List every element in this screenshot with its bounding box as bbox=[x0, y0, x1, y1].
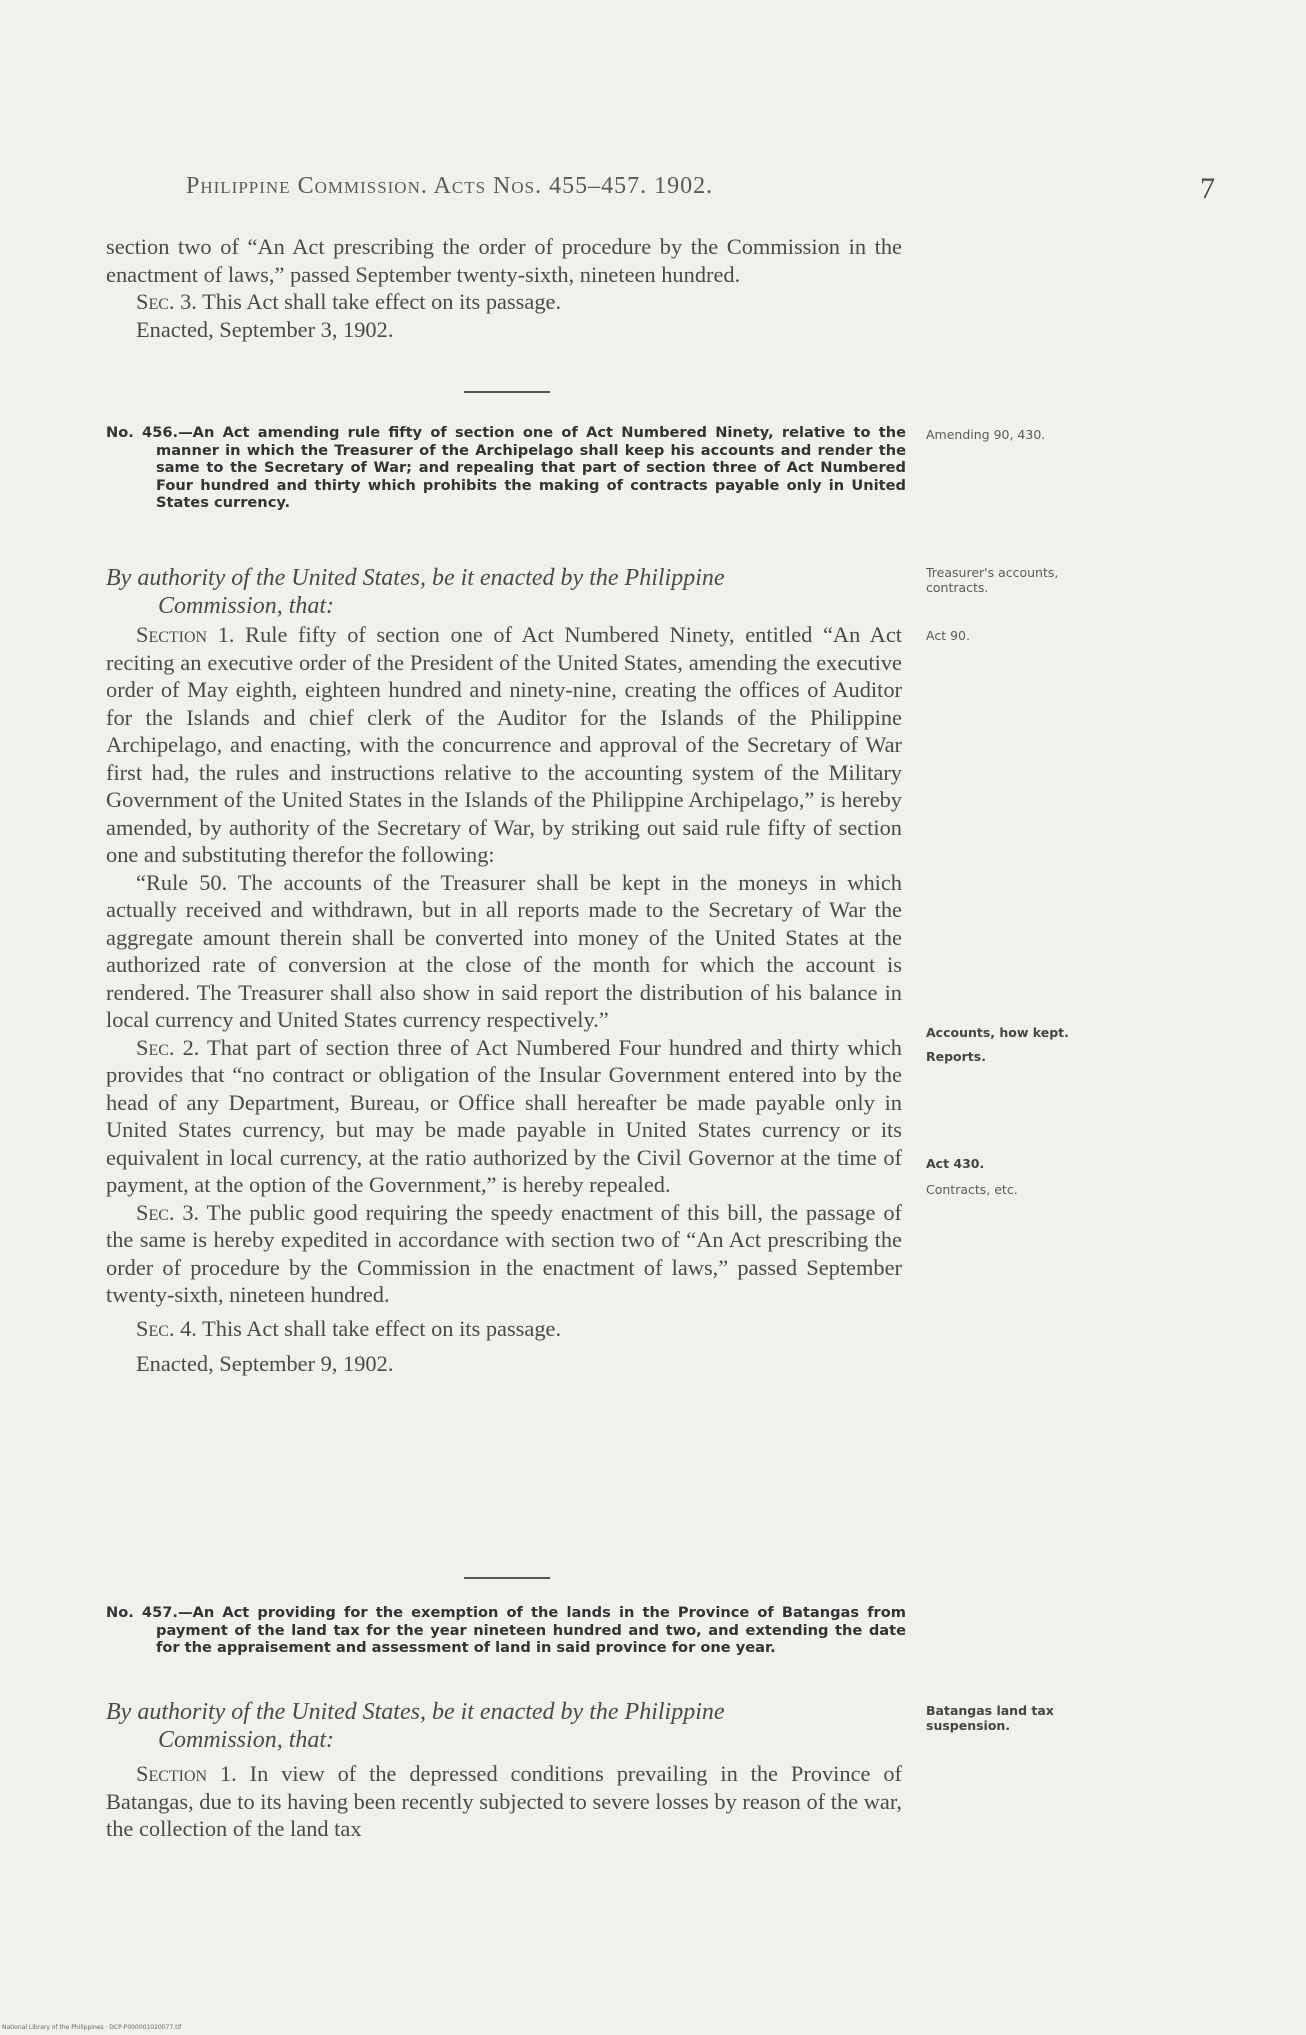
section-label: Sec. 3. bbox=[136, 289, 197, 314]
section-label: Section 1. bbox=[136, 622, 235, 647]
act-456-section-3 bbox=[106, 1199, 902, 1309]
act-456-enacting-clause bbox=[106, 564, 906, 620]
enacting-line-2: Commission, that: bbox=[158, 1727, 335, 1753]
section-text: This Act shall take effect on its passage. bbox=[196, 1315, 562, 1341]
margin-note-reports: Reports. bbox=[926, 1049, 986, 1064]
margin-note-treasurers-accounts: Treasurer's accounts, contracts. bbox=[926, 565, 1059, 595]
section-divider bbox=[464, 391, 550, 393]
margin-note-act-90: Act 90. bbox=[926, 628, 970, 643]
act-457-number: No. 457. bbox=[106, 1604, 178, 1621]
act-457-enacting-clause bbox=[106, 1698, 906, 1754]
section-text: Rule fifty of section one of Act Numbered Ninety, entitled “An Act reciting an executive order of the President of the United States, amending the executive order of May eighth, eighteen hundred and ninety-nine, creating the offices of Auditor for the Islands and chief clerk of the Auditor for the Islands of the Philippine Archipelago, and enacting, with the concurrence and approval of the Secretary of War first had, the rules and instructions relative to the accounting system of the Military Government of the United States in the Islands of the Philippine Archipelago,” is hereby amended, by authority of the Secretary of War, by striking out said rule fifty of section one and substituting therefor the following: bbox=[106, 622, 902, 867]
act-456-enacted-date: Enacted, September 9, 1902. bbox=[136, 1351, 394, 1376]
section-label: Sec. 4. bbox=[136, 1315, 197, 1341]
margin-note-accounts-how-kept: Accounts, how kept. bbox=[926, 1025, 1069, 1040]
section-label: Sec. 3. bbox=[136, 1199, 200, 1225]
margin-note-contracts: Contracts, etc. bbox=[926, 1182, 1018, 1197]
act-456-title bbox=[106, 424, 906, 512]
enacting-line-1: By authority of the United States, be it enacted by the Philippine bbox=[106, 565, 725, 591]
enacting-line-2: Commission, that: bbox=[158, 593, 335, 619]
scan-credit: National Library of the Philippines · DCP-P000001020077.tif bbox=[2, 2024, 182, 2031]
running-head: Philippine Commission. Acts Nos. 455–457. 1902. bbox=[186, 173, 714, 199]
act-455-section-3 bbox=[106, 288, 902, 316]
section-label: Sec. 2. bbox=[136, 1034, 200, 1060]
section-text: This Act shall take effect on its passage. bbox=[196, 289, 562, 314]
section-text: The public good requiring the speedy enactment of this bill, the passage of the same is hereby expedited in accordance with section two of “An Act prescribing the order of procedure by the Commission in the enactment of laws,” passed September twenty-sixth, nineteen hundred. bbox=[106, 1199, 902, 1307]
act-457-section-1 bbox=[106, 1760, 902, 1843]
section-text: That part of section three of Act Numbered Four hundred and thirty which provides that “no contract or obligation of the Insular Government entered into by the head of any Department, Bureau, or Office shall hereafter be made payable only in United States currency, but may be made payable in United States currency or its equivalent in local currency, at the ratio authorized by the Civil Governor at the time of payment, at the option of the Government,” is hereby repealed. bbox=[106, 1034, 902, 1197]
act-455-paragraph: section two of “An Act prescribing the order of procedure by the Commission in the enactment of laws,” passed September twenty-sixth, nineteen hundred. bbox=[106, 234, 902, 287]
act-456-title-text: —An Act amending rule fifty of section one of Act Numbered Ninety, relative to the manner in which the Treasurer of the Archipelago shall keep his accounts and render the same to the Secretary of War; and repealing that part of section three of Act Numbered Four hundred and thirty which prohibits the making of contracts payable only in United States currency. bbox=[156, 424, 906, 511]
margin-note-batangas: Batangas land tax suspension. bbox=[926, 1703, 1054, 1733]
act-455-end bbox=[106, 233, 902, 343]
act-456-section-4 bbox=[106, 1315, 902, 1343]
section-label: Section 1. bbox=[136, 1761, 237, 1786]
act-456-section-1 bbox=[106, 621, 902, 869]
margin-note-amending: Amending 90, 430. bbox=[926, 427, 1046, 442]
margin-note-act-430: Act 430. bbox=[926, 1156, 985, 1171]
act-456-body bbox=[106, 621, 902, 1378]
act-457-title-text: —An Act providing for the exemption of the lands in the Province of Batangas from payment of the land tax for the year nineteen hundred and two, and extending the date for the appraisement and assessment of land in said province for one year. bbox=[156, 1604, 906, 1656]
enacting-line-1: By authority of the United States, be it enacted by the Philippine bbox=[106, 1699, 725, 1725]
act-457-body bbox=[106, 1760, 902, 1843]
act-456-section-2 bbox=[106, 1034, 902, 1199]
section-text: In view of the depressed conditions prevailing in the Province of Batangas, due to its having been recently subjected to severe losses by reason of the war, the collection of the land tax bbox=[106, 1761, 902, 1841]
act-455-enacted-date: Enacted, September 3, 1902. bbox=[136, 316, 394, 342]
act-456-rule-50: “Rule 50. The accounts of the Treasurer shall be kept in the moneys in which actually received and withdrawn, but in all reports made to the Secretary of War the aggregate amount therein shall be converted into money of the United States at the authorized rate of conversion at the close of the month for which the account is rendered. The Treasurer shall also show in said report the distribution of his balance in local currency and United States currency respectively.” bbox=[106, 869, 902, 1032]
act-456-number: No. 456. bbox=[106, 424, 179, 441]
act-457-title bbox=[106, 1604, 906, 1657]
page-number: 7 bbox=[1200, 172, 1215, 205]
section-divider bbox=[464, 1577, 550, 1579]
